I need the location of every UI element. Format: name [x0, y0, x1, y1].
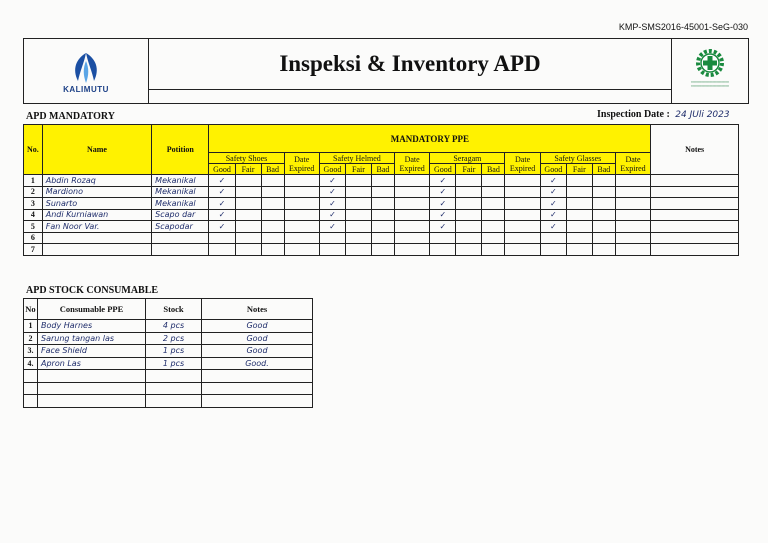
- helmet-fair-cell: [345, 186, 371, 198]
- helmet-fair-cell: [345, 221, 371, 233]
- glasses-bad-cell: [592, 175, 615, 187]
- stock-row-notes: Good: [202, 320, 313, 333]
- row-position: [152, 244, 209, 256]
- uniform-bad-cell: [482, 175, 505, 187]
- glasses-date-expired-cell: [615, 209, 650, 221]
- uniform-fair-cell: [456, 232, 482, 244]
- col-uniform-good: Good: [430, 164, 456, 175]
- helmet-fair-cell: [345, 175, 371, 187]
- col-shoes-fair: Fair: [235, 164, 261, 175]
- stock-row-item: Sarung tangan las: [38, 332, 146, 345]
- ppe-table-row: [24, 186, 739, 198]
- col-uniform: Seragam: [430, 153, 505, 164]
- helmet-date-expired-cell: [394, 175, 429, 187]
- stock-row-qty: [146, 370, 202, 383]
- ppe-table-row: [24, 209, 739, 221]
- glasses-bad-cell: [592, 209, 615, 221]
- col-glasses-bad: Bad: [592, 164, 615, 175]
- uniform-date-expired-cell: [505, 209, 540, 221]
- shoes-bad-cell: [261, 209, 284, 221]
- helmet-date-expired-cell: [394, 186, 429, 198]
- col-shoes-bad: Bad: [261, 164, 284, 175]
- form-header: [23, 38, 749, 104]
- shoes-date-expired-cell: [284, 232, 319, 244]
- ppe-table-row: [24, 244, 739, 256]
- shoes-fair-cell: [235, 175, 261, 187]
- col-shoes-good: Good: [209, 164, 235, 175]
- stock-table-row: [24, 345, 313, 358]
- glasses-good-cell: [540, 244, 566, 256]
- uniform-fair-cell: [456, 221, 482, 233]
- glasses-fair-cell: [566, 175, 592, 187]
- uniform-bad-cell: [482, 232, 505, 244]
- shoes-good-cell: ✓: [209, 221, 235, 233]
- mandatory-section-label: APD MANDATORY: [26, 111, 115, 122]
- stock-row-no: [24, 395, 38, 408]
- glasses-fair-cell: [566, 209, 592, 221]
- col-shoes-date-expired: Date Expired: [284, 153, 319, 175]
- uniform-good-cell: [430, 244, 456, 256]
- glasses-good-cell: ✓: [540, 198, 566, 210]
- stock-row-item: Body Harnes: [38, 320, 146, 333]
- row-position: [152, 232, 209, 244]
- mandatory-ppe-group-header: MANDATORY PPE: [209, 125, 651, 153]
- glasses-good-cell: ✓: [540, 175, 566, 187]
- helmet-date-expired-cell: [394, 244, 429, 256]
- row-no: 3: [24, 198, 43, 210]
- uniform-date-expired-cell: [505, 186, 540, 198]
- glasses-bad-cell: [592, 186, 615, 198]
- stock-table-body: [24, 320, 313, 408]
- row-name: Abdin Rozaq: [42, 175, 151, 187]
- stock-row-no: 2: [24, 332, 38, 345]
- uniform-date-expired-cell: [505, 244, 540, 256]
- col-helmet-date-expired: Date Expired: [394, 153, 429, 175]
- row-name: Sunarto: [42, 198, 151, 210]
- stock-table-row: [24, 357, 313, 370]
- glasses-good-cell: ✓: [540, 221, 566, 233]
- k3-seal: [671, 39, 748, 103]
- row-name: Fan Noor Var.: [42, 221, 151, 233]
- stock-row-item: Face Shield: [38, 345, 146, 358]
- glasses-date-expired-cell: [615, 186, 650, 198]
- row-notes: [651, 232, 739, 244]
- row-name: Andi Kurniawan: [42, 209, 151, 221]
- shoes-date-expired-cell: [284, 186, 319, 198]
- stock-table-row: [24, 320, 313, 333]
- glasses-bad-cell: [592, 232, 615, 244]
- k3-cross-gear-icon: [695, 48, 725, 78]
- uniform-bad-cell: [482, 186, 505, 198]
- shoes-bad-cell: [261, 198, 284, 210]
- stock-row-notes: Good.: [202, 357, 313, 370]
- glasses-date-expired-cell: [615, 232, 650, 244]
- shoes-good-cell: [209, 232, 235, 244]
- stock-table-row: [24, 370, 313, 383]
- document-number: KMP-SMS2016-45001-SeG-030: [618, 22, 748, 32]
- uniform-fair-cell: [456, 198, 482, 210]
- glasses-date-expired-cell: [615, 221, 650, 233]
- row-no: 6: [24, 232, 43, 244]
- glasses-bad-cell: [592, 221, 615, 233]
- ppe-table-row: [24, 175, 739, 187]
- col-glasses-fair: Fair: [566, 164, 592, 175]
- row-position: Mekanikal: [152, 198, 209, 210]
- logo-text: KALIMUTU: [63, 85, 109, 94]
- uniform-bad-cell: [482, 198, 505, 210]
- glasses-good-cell: ✓: [540, 209, 566, 221]
- stock-row-no: [24, 382, 38, 395]
- helmet-date-expired-cell: [394, 198, 429, 210]
- mandatory-table-body: [24, 175, 739, 256]
- shoes-good-cell: [209, 244, 235, 256]
- row-notes: [651, 175, 739, 187]
- uniform-good-cell: ✓: [430, 175, 456, 187]
- shoes-fair-cell: [235, 209, 261, 221]
- uniform-fair-cell: [456, 244, 482, 256]
- shoes-fair-cell: [235, 232, 261, 244]
- col-safety-helmet: Safety Helmed: [319, 153, 394, 164]
- helmet-good-cell: ✓: [319, 186, 345, 198]
- stock-table-row: [24, 382, 313, 395]
- stock-row-item: [38, 370, 146, 383]
- helmet-fair-cell: [345, 209, 371, 221]
- page-title: Inspeksi & Inventory APD: [279, 51, 541, 76]
- row-name: [42, 232, 151, 244]
- glasses-fair-cell: [566, 186, 592, 198]
- inspection-date-label: Inspection Date :: [597, 109, 670, 120]
- shoes-date-expired-cell: [284, 175, 319, 187]
- uniform-good-cell: ✓: [430, 209, 456, 221]
- inspection-date-value: 24 JUli 2023: [675, 110, 730, 120]
- shoes-date-expired-cell: [284, 198, 319, 210]
- stock-row-item: [38, 382, 146, 395]
- ppe-table-row: [24, 232, 739, 244]
- helmet-bad-cell: [372, 209, 395, 221]
- helmet-good-cell: [319, 232, 345, 244]
- col-helmet-bad: Bad: [372, 164, 395, 175]
- row-notes: [651, 209, 739, 221]
- mandatory-ppe-table: [23, 124, 739, 256]
- uniform-good-cell: ✓: [430, 221, 456, 233]
- helmet-good-cell: ✓: [319, 175, 345, 187]
- stock-table-row: [24, 395, 313, 408]
- stock-row-notes: [202, 395, 313, 408]
- stock-row-no: 1: [24, 320, 38, 333]
- kalimutu-logo-icon: [66, 51, 106, 85]
- row-name: [42, 244, 151, 256]
- helmet-good-cell: ✓: [319, 209, 345, 221]
- col-name: Name: [42, 125, 151, 175]
- row-position: Mekanikal: [152, 175, 209, 187]
- shoes-good-cell: ✓: [209, 175, 235, 187]
- uniform-good-cell: [430, 232, 456, 244]
- helmet-fair-cell: [345, 198, 371, 210]
- inspection-date: [597, 109, 730, 120]
- helmet-good-cell: [319, 244, 345, 256]
- company-logo: [24, 39, 149, 103]
- row-notes: [651, 198, 739, 210]
- helmet-bad-cell: [372, 198, 395, 210]
- helmet-date-expired-cell: [394, 232, 429, 244]
- helmet-bad-cell: [372, 244, 395, 256]
- stock-row-no: 4.: [24, 357, 38, 370]
- uniform-fair-cell: [456, 186, 482, 198]
- stock-row-qty: [146, 382, 202, 395]
- row-no: 1: [24, 175, 43, 187]
- stock-row-notes: [202, 370, 313, 383]
- row-name: Mardiono: [42, 186, 151, 198]
- uniform-good-cell: ✓: [430, 198, 456, 210]
- shoes-bad-cell: [261, 186, 284, 198]
- shoes-date-expired-cell: [284, 209, 319, 221]
- uniform-date-expired-cell: [505, 198, 540, 210]
- stock-row-notes: Good: [202, 332, 313, 345]
- helmet-date-expired-cell: [394, 221, 429, 233]
- row-notes: [651, 221, 739, 233]
- stock-row-notes: Good: [202, 345, 313, 358]
- stock-row-item: Apron Las: [38, 357, 146, 370]
- shoes-date-expired-cell: [284, 244, 319, 256]
- stock-row-no: 3.: [24, 345, 38, 358]
- helmet-bad-cell: [372, 175, 395, 187]
- glasses-date-expired-cell: [615, 198, 650, 210]
- uniform-bad-cell: [482, 209, 505, 221]
- shoes-fair-cell: [235, 198, 261, 210]
- shoes-good-cell: ✓: [209, 186, 235, 198]
- stock-col-no: No: [24, 299, 38, 320]
- col-uniform-bad: Bad: [482, 164, 505, 175]
- stock-row-qty: 1 pcs: [146, 357, 202, 370]
- uniform-fair-cell: [456, 209, 482, 221]
- uniform-bad-cell: [482, 244, 505, 256]
- row-position: Scapodar: [152, 221, 209, 233]
- uniform-good-cell: ✓: [430, 186, 456, 198]
- stock-row-qty: 2 pcs: [146, 332, 202, 345]
- stock-row-qty: 1 pcs: [146, 345, 202, 358]
- row-no: 2: [24, 186, 43, 198]
- col-safety-glasses: Safety Glasses: [540, 153, 615, 164]
- helmet-fair-cell: [345, 232, 371, 244]
- col-position: Potition: [152, 125, 209, 175]
- stock-row-qty: 4 pcs: [146, 320, 202, 333]
- stock-row-no: [24, 370, 38, 383]
- row-notes: [651, 244, 739, 256]
- shoes-fair-cell: [235, 186, 261, 198]
- shoes-bad-cell: [261, 221, 284, 233]
- stock-section-label: APD STOCK CONSUMABLE: [26, 285, 159, 296]
- stock-col-stock: Stock: [146, 299, 202, 320]
- glasses-date-expired-cell: [615, 175, 650, 187]
- glasses-bad-cell: [592, 244, 615, 256]
- glasses-fair-cell: [566, 244, 592, 256]
- shoes-bad-cell: [261, 244, 284, 256]
- helmet-bad-cell: [372, 232, 395, 244]
- stock-col-item: Consumable PPE: [38, 299, 146, 320]
- col-helmet-fair: Fair: [345, 164, 371, 175]
- col-safety-shoes: Safety Shoes: [209, 153, 284, 164]
- helmet-bad-cell: [372, 186, 395, 198]
- helmet-good-cell: ✓: [319, 221, 345, 233]
- col-notes: Notes: [651, 125, 739, 175]
- col-uniform-date-expired: Date Expired: [505, 153, 540, 175]
- helmet-bad-cell: [372, 221, 395, 233]
- row-position: Mekanikal: [152, 186, 209, 198]
- row-no: 7: [24, 244, 43, 256]
- col-glasses-good: Good: [540, 164, 566, 175]
- helmet-date-expired-cell: [394, 209, 429, 221]
- uniform-fair-cell: [456, 175, 482, 187]
- stock-table-row: [24, 332, 313, 345]
- glasses-fair-cell: [566, 221, 592, 233]
- helmet-fair-cell: [345, 244, 371, 256]
- col-uniform-fair: Fair: [456, 164, 482, 175]
- title-divider: [148, 89, 672, 90]
- stock-col-notes: Notes: [202, 299, 313, 320]
- glasses-fair-cell: [566, 198, 592, 210]
- glasses-good-cell: ✓: [540, 186, 566, 198]
- helmet-good-cell: ✓: [319, 198, 345, 210]
- glasses-date-expired-cell: [615, 244, 650, 256]
- col-helmet-good: Good: [319, 164, 345, 175]
- uniform-date-expired-cell: [505, 221, 540, 233]
- seal-caption: ━━━━━━━━━━━━━━━━━━━━━ ━━━━━━━━━━━━━━━━━━━━━: [691, 80, 729, 88]
- uniform-bad-cell: [482, 221, 505, 233]
- glasses-bad-cell: [592, 198, 615, 210]
- row-no: 4: [24, 209, 43, 221]
- shoes-bad-cell: [261, 175, 284, 187]
- stock-row-item: [38, 395, 146, 408]
- shoes-good-cell: ✓: [209, 209, 235, 221]
- ppe-table-row: [24, 198, 739, 210]
- stock-row-qty: [146, 395, 202, 408]
- row-no: 5: [24, 221, 43, 233]
- uniform-date-expired-cell: [505, 232, 540, 244]
- shoes-bad-cell: [261, 232, 284, 244]
- shoes-fair-cell: [235, 244, 261, 256]
- ppe-table-row: [24, 221, 739, 233]
- stock-row-notes: [202, 382, 313, 395]
- col-no: No.: [24, 125, 43, 175]
- shoes-fair-cell: [235, 221, 261, 233]
- col-glasses-date-expired: Date Expired: [615, 153, 650, 175]
- shoes-good-cell: ✓: [209, 198, 235, 210]
- glasses-good-cell: [540, 232, 566, 244]
- uniform-date-expired-cell: [505, 175, 540, 187]
- row-notes: [651, 186, 739, 198]
- glasses-fair-cell: [566, 232, 592, 244]
- consumable-stock-table: [23, 298, 313, 408]
- row-position: Scapo dar: [152, 209, 209, 221]
- shoes-date-expired-cell: [284, 221, 319, 233]
